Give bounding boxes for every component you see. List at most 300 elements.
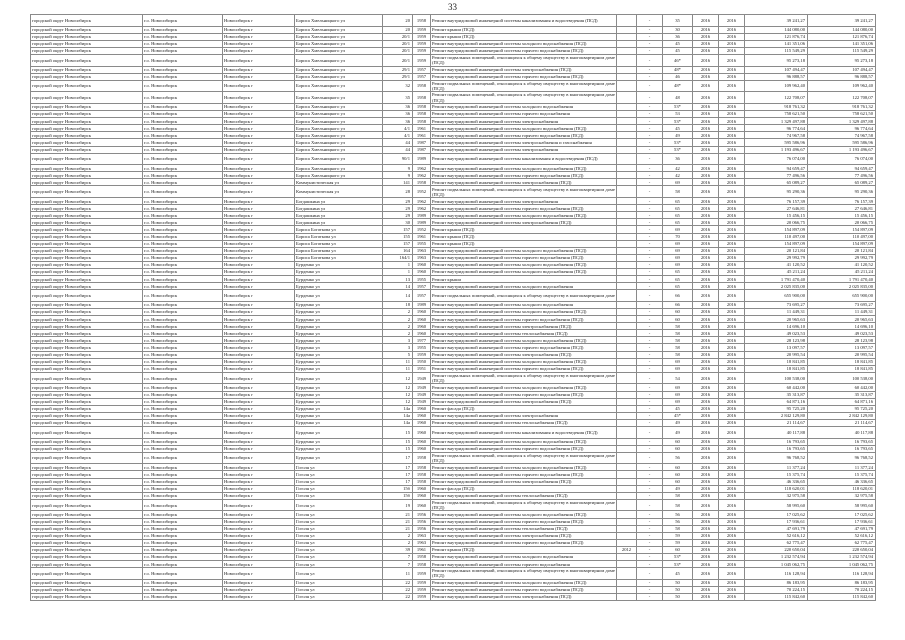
- cell-year: 1960: [413, 308, 431, 315]
- cell-district: городской округ Новосибирск: [31, 254, 143, 261]
- cell-district: городской округ Новосибирск: [31, 445, 143, 452]
- cell-dash: -: [637, 132, 663, 139]
- cell-city: Новосибирск г: [223, 365, 295, 372]
- cell-locality: г.о. Новосибирск: [143, 344, 223, 351]
- cell-locality: г.о. Новосибирск: [143, 499, 223, 511]
- cell-y2: 2016: [719, 40, 745, 47]
- cell-city: Новосибирск г: [223, 426, 295, 438]
- cell-extra: [617, 146, 637, 153]
- cell-extra: [617, 212, 637, 219]
- cell-street: Бурденко ул: [295, 269, 383, 276]
- cell-sum2: 62 775,47: [808, 539, 876, 546]
- cell-street: Бориса Хмельницкого ул: [295, 125, 383, 132]
- table-row: [31, 499, 876, 511]
- cell-num: 17: [383, 478, 413, 485]
- cell-sum1: 918 761,32: [745, 103, 808, 110]
- cell-num: 15: [383, 426, 413, 438]
- cell-y2: 2016: [719, 553, 745, 560]
- cell-district: городской округ Новосибирск: [31, 118, 143, 125]
- cell-cnt: 46: [663, 73, 693, 80]
- cell-descr: Ремонт крыши (ПСД): [431, 233, 617, 240]
- cell-year: 1958: [413, 452, 431, 464]
- cell-street: Гоголя ул: [295, 511, 383, 518]
- cell-extra: [617, 323, 637, 330]
- table-row: [31, 568, 876, 580]
- cell-sum1: 11 377,24: [745, 464, 808, 471]
- cell-sum1: 76 157,39: [745, 198, 808, 205]
- cell-sum1: 154 897,09: [745, 240, 808, 247]
- cell-sum2: 77 496,56: [808, 172, 876, 179]
- cell-y1: 2016: [693, 492, 719, 499]
- cell-dash: -: [637, 478, 663, 485]
- cell-descr: Ремонт внутридомовой инженерной системы электроснабжения (ПСД): [431, 593, 617, 600]
- cell-cnt: 69: [663, 365, 693, 372]
- cell-district: городской округ Новосибирск: [31, 276, 143, 283]
- cell-descr: Ремонт подвальных помещений, относящихся к общему имуществу в многоквартирном доме: [431, 290, 617, 302]
- cell-descr: Ремонт внутридомовой инженерной системы холодного водоснабжения (ПСД): [431, 384, 617, 391]
- cell-street: Бориса Хмельницкого ул: [295, 15, 383, 27]
- table-row: [31, 47, 876, 54]
- cell-extra: [617, 553, 637, 560]
- cell-locality: г.о. Новосибирск: [143, 372, 223, 384]
- cell-y1: 2016: [693, 15, 719, 27]
- cell-num: 7: [383, 561, 413, 568]
- cell-y1: 2016: [693, 351, 719, 358]
- cell-cnt: 58: [663, 351, 693, 358]
- cell-city: Новосибирск г: [223, 33, 295, 40]
- cell-street: Бориса Хмельницкого ул: [295, 165, 383, 172]
- cell-y2: 2016: [719, 212, 745, 219]
- cell-cnt: 60: [663, 438, 693, 445]
- cell-y2: 2016: [719, 186, 745, 198]
- cell-dash: -: [637, 240, 663, 247]
- cell-num: 36: [383, 103, 413, 110]
- cell-extra: [617, 226, 637, 233]
- cell-descr: Ремонт внутридомовой инженерной системы горячего водоснабжения (ПСД): [431, 132, 617, 139]
- cell-year: 1959: [413, 593, 431, 600]
- cell-y2: 2016: [719, 125, 745, 132]
- cell-sum2: 154 897,09: [808, 240, 876, 247]
- cell-city: Новосибирск г: [223, 518, 295, 525]
- cell-street: Богдашкина ул: [295, 219, 383, 226]
- cell-dash: -: [637, 308, 663, 315]
- cell-dash: -: [637, 568, 663, 580]
- cell-district: городской округ Новосибирск: [31, 73, 143, 80]
- cell-num: 3: [383, 337, 413, 344]
- cell-sum2: 2 842 129,80: [808, 412, 876, 419]
- cell-district: городской округ Новосибирск: [31, 384, 143, 391]
- cell-y2: 2016: [719, 316, 745, 323]
- cell-descr: Ремонт внутридомовой инженерной системы горячего водоснабжения (ПСД): [431, 172, 617, 179]
- cell-num: 14а: [383, 412, 413, 419]
- cell-extra: [617, 205, 637, 212]
- cell-street: Гоголя ул: [295, 586, 383, 593]
- cell-sum2: 17 936,61: [808, 518, 876, 525]
- cell-city: Новосибирск г: [223, 593, 295, 600]
- cell-dash: -: [637, 593, 663, 600]
- cell-y2: 2016: [719, 579, 745, 586]
- cell-locality: г.о. Новосибирск: [143, 445, 223, 452]
- cell-extra: [617, 132, 637, 139]
- table-row: [31, 553, 876, 560]
- cell-locality: г.о. Новосибирск: [143, 132, 223, 139]
- cell-num: 155: [383, 233, 413, 240]
- cell-y2: 2016: [719, 471, 745, 478]
- cell-y1: 2016: [693, 276, 719, 283]
- cell-descr: Ремонт внутридомовой инженерной системы канализования и водоотведения (ПСД): [431, 15, 617, 27]
- cell-sum2: 32 975,58: [808, 492, 876, 499]
- table-row: [31, 198, 876, 205]
- cell-locality: г.о. Новосибирск: [143, 323, 223, 330]
- cell-year: 1962: [413, 198, 431, 205]
- cell-city: Новосибирск г: [223, 586, 295, 593]
- cell-descr: Ремонт внутридомовой инженерной системы холодного водоснабжения (ПСД): [431, 269, 617, 276]
- cell-extra: [617, 532, 637, 539]
- cell-y2: 2016: [719, 111, 745, 118]
- cell-dash: -: [637, 485, 663, 492]
- cell-sum2: 144 080,00: [808, 26, 876, 33]
- cell-num: 18: [383, 301, 413, 308]
- cell-locality: г.о. Новосибирск: [143, 426, 223, 438]
- cell-num: 21: [383, 511, 413, 518]
- cell-num: 11: [383, 365, 413, 372]
- table-row: [31, 384, 876, 391]
- cell-y1: 2016: [693, 593, 719, 600]
- cell-y2: 2016: [719, 419, 745, 426]
- cell-city: Новосибирск г: [223, 301, 295, 308]
- table-row: [31, 358, 876, 365]
- cell-year: 1960: [413, 499, 431, 511]
- cell-year: 1958: [413, 561, 431, 568]
- cell-extra: [617, 80, 637, 92]
- cell-dash: -: [637, 372, 663, 384]
- cell-street: Бурденко ул: [295, 308, 383, 315]
- cell-extra: [617, 365, 637, 372]
- cell-city: Новосибирск г: [223, 553, 295, 560]
- cell-extra: [617, 579, 637, 586]
- cell-locality: г.о. Новосибирск: [143, 254, 223, 261]
- cell-city: Новосибирск г: [223, 219, 295, 226]
- cell-locality: г.о. Новосибирск: [143, 365, 223, 372]
- cell-city: Новосибирск г: [223, 153, 295, 165]
- cell-y1: 2016: [693, 219, 719, 226]
- cell-y2: 2016: [719, 511, 745, 518]
- cell-extra: [617, 419, 637, 426]
- cell-y1: 2016: [693, 438, 719, 445]
- cell-num: 44: [383, 146, 413, 153]
- cell-cnt: 49: [663, 419, 693, 426]
- cell-dash: -: [637, 269, 663, 276]
- cell-y1: 2016: [693, 471, 719, 478]
- cell-dash: -: [637, 419, 663, 426]
- cell-city: Новосибирск г: [223, 445, 295, 452]
- cell-city: Новосибирск г: [223, 579, 295, 586]
- cell-locality: г.о. Новосибирск: [143, 358, 223, 365]
- cell-descr: Ремонт внутридомовой инженерной системы электроснабжения: [431, 118, 617, 125]
- cell-sum1: 655 900,00: [745, 290, 808, 302]
- cell-y2: 2016: [719, 445, 745, 452]
- cell-city: Новосибирск г: [223, 233, 295, 240]
- cell-sum1: 94 659,47: [745, 165, 808, 172]
- cell-sum2: 16 793,65: [808, 438, 876, 445]
- cell-num: 2: [383, 539, 413, 546]
- cell-street: Гоголя ул: [295, 525, 383, 532]
- cell-district: городской округ Новосибирск: [31, 546, 143, 553]
- cell-city: Новосибирск г: [223, 165, 295, 172]
- cell-y1: 2016: [693, 372, 719, 384]
- cell-locality: г.о. Новосибирск: [143, 26, 223, 33]
- cell-district: городской округ Новосибирск: [31, 553, 143, 560]
- cell-extra: [617, 452, 637, 464]
- cell-year: 1961: [413, 546, 431, 553]
- cell-y2: 2016: [719, 33, 745, 40]
- cell-district: городской округ Новосибирск: [31, 561, 143, 568]
- cell-descr: Ремонт внутридомовой инженерной системы горячего водоснабжения: [431, 561, 617, 568]
- cell-locality: г.о. Новосибирск: [143, 330, 223, 337]
- cell-num: 5: [383, 351, 413, 358]
- cell-extra: [617, 337, 637, 344]
- cell-year: 1949: [413, 372, 431, 384]
- cell-dash: -: [637, 586, 663, 593]
- cell-y1: 2016: [693, 568, 719, 580]
- cell-dash: -: [637, 330, 663, 337]
- cell-descr: Ремонт внутридомовой инженерной системы горячего водоснабжения (ПСД): [431, 47, 617, 54]
- cell-num: 21: [383, 518, 413, 525]
- cell-sum1: 77 496,56: [745, 172, 808, 179]
- cell-descr: Ремонт внутридомовой инженерной системы горячего водоснабжения (ПСД): [431, 365, 617, 372]
- cell-y1: 2016: [693, 165, 719, 172]
- cell-extra: [617, 283, 637, 290]
- cell-y1: 2016: [693, 254, 719, 261]
- cell-sum1: 20 121,84: [745, 247, 808, 254]
- cell-cnt: 65: [663, 283, 693, 290]
- cell-dash: -: [637, 301, 663, 308]
- cell-year: 1959: [413, 54, 431, 66]
- cell-city: Новосибирск г: [223, 92, 295, 104]
- cell-sum1: 758 621,50: [745, 111, 808, 118]
- cell-cnt: 69: [663, 226, 693, 233]
- cell-dash: -: [637, 358, 663, 365]
- cell-sum2: 115 842,60: [808, 593, 876, 600]
- cell-district: городской округ Новосибирск: [31, 464, 143, 471]
- cell-extra: [617, 330, 637, 337]
- cell-extra: [617, 561, 637, 568]
- cell-descr: Ремонт внутридомовой инженерной системы теплоснабжения (ПСД): [431, 330, 617, 337]
- cell-district: городской округ Новосибирск: [31, 15, 143, 27]
- cell-num: 12: [383, 384, 413, 391]
- cell-city: Новосибирск г: [223, 103, 295, 110]
- cell-street: Бориса Хмельницкого ул: [295, 26, 383, 33]
- table-row: [31, 111, 876, 118]
- cell-y1: 2016: [693, 153, 719, 165]
- cell-district: городской округ Новосибирск: [31, 478, 143, 485]
- table-row: [31, 398, 876, 405]
- cell-year: 1989: [413, 153, 431, 165]
- cell-street: Гоголя ул: [295, 464, 383, 471]
- cell-locality: г.о. Новосибирск: [143, 532, 223, 539]
- cell-y2: 2016: [719, 153, 745, 165]
- cell-y2: 2016: [719, 452, 745, 464]
- cell-year: 1958: [413, 471, 431, 478]
- cell-locality: г.о. Новосибирск: [143, 419, 223, 426]
- cell-num: 20: [383, 26, 413, 33]
- table-row: [31, 247, 876, 254]
- cell-extra: [617, 308, 637, 315]
- cell-street: Богдашкина ул: [295, 198, 383, 205]
- cell-sum2: 16 793,65: [808, 445, 876, 452]
- cell-extra: [617, 301, 637, 308]
- table-row: [31, 26, 876, 33]
- cell-cnt: 42: [663, 172, 693, 179]
- cell-cnt: 69: [663, 358, 693, 365]
- cell-dash: -: [637, 452, 663, 464]
- cell-city: Новосибирск г: [223, 308, 295, 315]
- cell-street: Гоголя ул: [295, 546, 383, 553]
- cell-y1: 2016: [693, 323, 719, 330]
- cell-sum1: 52 616,12: [745, 532, 808, 539]
- cell-y2: 2016: [719, 478, 745, 485]
- cell-year: 1960: [413, 330, 431, 337]
- cell-city: Новосибирск г: [223, 247, 295, 254]
- cell-district: городской округ Новосибирск: [31, 290, 143, 302]
- cell-street: Бориса Богаткова ул: [295, 226, 383, 233]
- cell-dash: -: [637, 233, 663, 240]
- cell-locality: г.о. Новосибирск: [143, 139, 223, 146]
- cell-year: 1958: [413, 179, 431, 186]
- cell-dash: -: [637, 283, 663, 290]
- cell-y2: 2016: [719, 179, 745, 186]
- cell-extra: [617, 103, 637, 110]
- cell-locality: г.о. Новосибирск: [143, 405, 223, 412]
- cell-street: Бурденко ул: [295, 276, 383, 283]
- table-row: [31, 73, 876, 80]
- cell-y2: 2016: [719, 546, 745, 553]
- cell-sum2: 918 761,32: [808, 103, 876, 110]
- cell-district: городской округ Новосибирск: [31, 153, 143, 165]
- cell-street: Бориса Богаткова ул: [295, 233, 383, 240]
- cell-street: Бориса Хмельницкого ул: [295, 103, 383, 110]
- cell-street: Бурденко ул: [295, 384, 383, 391]
- cell-locality: г.о. Новосибирск: [143, 198, 223, 205]
- cell-cnt: 65: [663, 276, 693, 283]
- cell-sum2: 100 538,00: [808, 372, 876, 384]
- cell-y1: 2016: [693, 452, 719, 464]
- cell-sum2: 95 725,20: [808, 405, 876, 412]
- cell-y1: 2016: [693, 358, 719, 365]
- cell-sum1: 1 791 470,40: [745, 276, 808, 283]
- table-row: [31, 323, 876, 330]
- cell-dash: -: [637, 125, 663, 132]
- cell-extra: [617, 412, 637, 419]
- cell-y1: 2016: [693, 330, 719, 337]
- cell-street: Бурденко ул: [295, 398, 383, 405]
- cell-y2: 2016: [719, 499, 745, 511]
- cell-year: 1959: [413, 40, 431, 47]
- cell-dash: -: [637, 179, 663, 186]
- cell-descr: Ремонт подвальных помещений, относящихся к общему имуществу в многоквартирном доме (ПСД): [432, 452, 615, 464]
- cell-city: Новосибирск г: [223, 146, 295, 153]
- cell-locality: г.о. Новосибирск: [143, 233, 223, 240]
- cell-district: городской округ Новосибирск: [31, 33, 143, 40]
- document-sheet: [30, 14, 875, 601]
- cell-street: Бурденко ул: [295, 290, 383, 302]
- cell-num: 20: [383, 15, 413, 27]
- cell-descr: Ремонт внутридомовой инженерной системы электроснабжения (ПСД): [431, 323, 617, 330]
- cell-year: 1958: [413, 478, 431, 485]
- cell-locality: г.о. Новосибирск: [143, 118, 223, 125]
- cell-num: 3: [383, 344, 413, 351]
- cell-dash: -: [637, 412, 663, 419]
- cell-num: 90/1: [383, 153, 413, 165]
- cell-sum1: 109 962,40: [745, 80, 808, 92]
- cell-locality: г.о. Новосибирск: [143, 391, 223, 398]
- cell-locality: г.о. Новосибирск: [143, 276, 223, 283]
- cell-cnt: 58: [663, 323, 693, 330]
- cell-district: городской округ Новосибирск: [31, 316, 143, 323]
- cell-num: 17: [383, 471, 413, 478]
- cell-extra: [617, 426, 637, 438]
- cell-sum1: 2 025 835,00: [745, 283, 808, 290]
- cell-num: 36: [383, 118, 413, 125]
- cell-descr: Ремонт крыши (ПСД): [431, 26, 617, 33]
- table-row: [31, 165, 876, 172]
- cell-y1: 2016: [693, 179, 719, 186]
- cell-descr: Ремонт внутридомовой инженерной системы горячего водоснабжения (ПСД): [431, 73, 617, 80]
- cell-locality: г.о. Новосибирск: [143, 384, 223, 391]
- table-row: [31, 412, 876, 419]
- cell-sum2: 122 708,07: [808, 92, 876, 104]
- cell-city: Новосибирск г: [223, 532, 295, 539]
- cell-district: городской округ Новосибирск: [31, 492, 143, 499]
- cell-descr: Ремонт внутридомовой инженерной системы теплоснабжения (ПСД): [431, 492, 617, 499]
- cell-y2: 2016: [719, 226, 745, 233]
- cell-street: Бурденко ул: [295, 426, 383, 438]
- cell-city: Новосибирск г: [223, 438, 295, 445]
- cell-extra: [617, 186, 637, 198]
- table-row: [31, 103, 876, 110]
- cell-dash: -: [637, 532, 663, 539]
- cell-locality: г.о. Новосибирск: [143, 33, 223, 40]
- cell-num: 36: [383, 111, 413, 118]
- cell-district: городской округ Новосибирск: [31, 233, 143, 240]
- cell-street: Бориса Богаткова ул: [295, 254, 383, 261]
- cell-descr: Ремонт внутридомовой инженерной системы горячего водоснабжения (ПСД): [431, 518, 617, 525]
- cell-descr: Ремонт подвальных помещений, относящихся к общему имуществу в многоквартирном доме (ПСД): [432, 80, 615, 92]
- table-row: [31, 525, 876, 532]
- cell-extra: [617, 372, 637, 384]
- cell-street: Гоголя ул: [295, 553, 383, 560]
- cell-district: городской округ Новосибирск: [31, 539, 143, 546]
- cell-y2: 2016: [719, 384, 745, 391]
- cell-street: Бурденко ул: [295, 283, 383, 290]
- cell-descr: Ремонт внутридомовой инженерной системы горячего водоснабжения (ПСД): [431, 316, 617, 323]
- cell-cnt: 45: [663, 568, 693, 580]
- cell-y2: 2016: [719, 146, 745, 153]
- cell-cnt: 36: [663, 153, 693, 165]
- cell-street: Гоголя ул: [295, 568, 383, 580]
- cell-sum2: 20 066,75: [808, 219, 876, 226]
- cell-sum1: 95 725,20: [745, 405, 808, 412]
- cell-descr: Ремонт внутридомовой инженерной системы теплоснабжения (ПСД): [431, 525, 617, 532]
- cell-y1: 2016: [693, 478, 719, 485]
- cell-city: Новосибирск г: [223, 290, 295, 302]
- cell-y2: 2016: [719, 330, 745, 337]
- cell-descr: Ремонт внутридомовой инженерной системы холодного водоснабжения (ПСД): [431, 358, 617, 365]
- cell-sum1: 16 793,65: [745, 438, 808, 445]
- cell-extra: [617, 261, 637, 268]
- cell-extra: [617, 478, 637, 485]
- cell-num: 11: [383, 568, 413, 580]
